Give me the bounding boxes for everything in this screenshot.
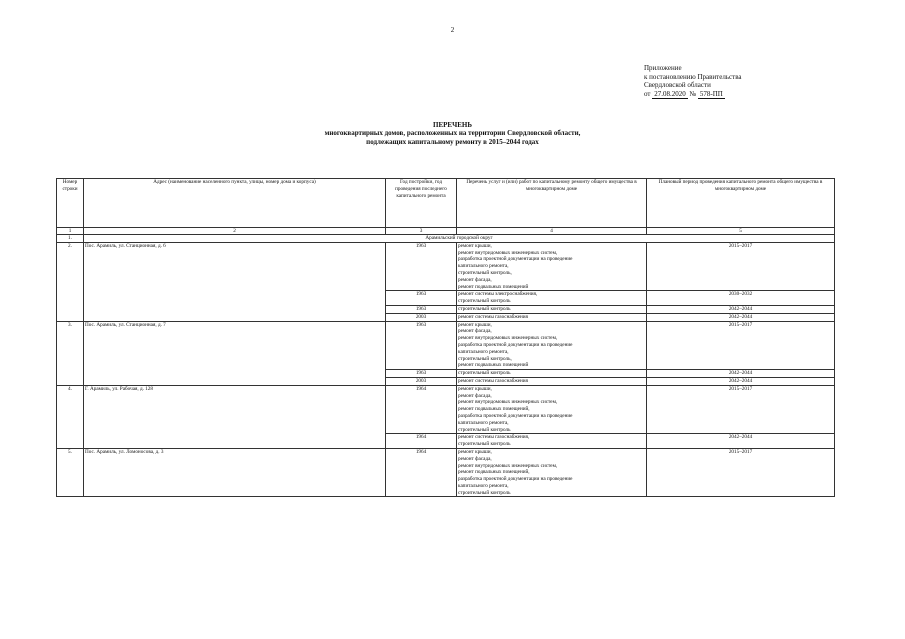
services-cell <box>457 434 647 449</box>
address-cell: Г. Арамиль, ул. Рабочая, д. 128 <box>84 385 386 448</box>
year-cell: 2003 <box>386 313 457 321</box>
year-cell: 1963 <box>386 242 457 291</box>
title-line-2: многоквартирных домов, расположенных на территории Свердловской области, <box>324 129 581 138</box>
page-number: 2 <box>450 26 455 34</box>
year-cell: 1963 <box>386 370 457 378</box>
service-item: строительный контроль <box>458 298 511 305</box>
period-cell: 2015–2017 <box>647 321 835 370</box>
service-item: ремонт внутридомовых инженерных систем, <box>458 399 558 406</box>
year-cell: 1963 <box>386 321 457 370</box>
table-row <box>57 242 835 291</box>
service-item: ремонт фасада, <box>458 392 492 399</box>
service-item: ремонт подвальных помещений <box>458 362 529 369</box>
column-number: 5 <box>647 228 835 235</box>
service-item: строительный контроль <box>458 441 511 448</box>
service-item: капитального ремонта, <box>458 348 509 355</box>
services-cell <box>457 313 647 321</box>
decree-number: 578-ПП <box>699 89 723 98</box>
header-address: Адрес (наименование населенного пункта, улицы, номер дома и корпуса) <box>84 179 386 228</box>
appendix-line-2: к постановлению Правительства <box>644 72 742 81</box>
section-number: 1. <box>57 235 84 243</box>
address-cell: Пос. Арамиль, ул. Станционная, д. 7 <box>84 321 386 385</box>
column-numbers-row <box>57 228 835 235</box>
service-item: ремонт фасада, <box>458 455 492 462</box>
service-item: ремонт крыши, <box>458 321 492 328</box>
service-item: ремонт внутридомовых инженерных систем, <box>458 249 558 256</box>
service-item: ремонт подвальных помещений, <box>458 469 530 476</box>
appendix-line-1: Приложение <box>644 64 682 72</box>
service-item: ремонт системы газоснабжения, <box>458 434 530 441</box>
header-row-number: Номер строки <box>57 179 84 228</box>
period-cell: 2015–2017 <box>647 448 835 497</box>
decree-date: 27.08.2020 <box>654 89 686 98</box>
header-year: Год постройки, год проведения последнего капитального ремонта <box>386 179 457 228</box>
service-item: ремонт подвальных помещений, <box>458 406 530 413</box>
services-cell <box>457 385 647 434</box>
appendix-line-3: Свердловской области <box>644 81 711 90</box>
table-header-row <box>57 179 835 228</box>
row-number: 3. <box>57 321 84 385</box>
service-item: строительный контроль, <box>458 269 512 276</box>
appendix-date-line <box>644 90 742 99</box>
column-number: 4 <box>457 228 647 235</box>
period-cell: 2042–2044 <box>647 305 835 313</box>
service-item: ремонт внутридомовых инженерных систем, <box>458 462 558 469</box>
row-number: 4. <box>57 385 84 448</box>
appendix-block <box>644 64 742 99</box>
address-cell: Пос. Арамиль, ул. Станционная, д. 6 <box>84 242 386 321</box>
column-number: 1 <box>57 228 84 235</box>
services-cell <box>457 370 647 378</box>
header-services: Перечень услуг и (или) работ по капитальному ремонту общего имущества в многоквартирном доме <box>457 179 647 228</box>
services-cell <box>457 448 647 497</box>
address-cell: Пос. Арамиль, ул. Ломоносова, д. 3 <box>84 448 386 497</box>
services-cell <box>457 321 647 370</box>
service-item: ремонт крыши, <box>458 448 492 455</box>
from-label: от <box>644 89 651 98</box>
service-item: ремонт крыши, <box>458 385 492 392</box>
services-cell <box>457 242 647 291</box>
column-number: 3 <box>386 228 457 235</box>
service-item: разработка проектной документации на проведение <box>458 341 573 348</box>
service-item: разработка проектной документации на проведение <box>458 476 573 483</box>
buildings-table <box>56 178 835 497</box>
year-cell: 1964 <box>386 385 457 434</box>
service-item: ремонт системы газоснабжения <box>458 313 528 320</box>
title-line-1: ПЕРЕЧЕНЬ <box>433 121 472 129</box>
service-item: разработка проектной документации на проведение <box>458 412 573 419</box>
year-cell: 1963 <box>386 291 457 306</box>
service-item: ремонт крыши, <box>458 242 492 249</box>
service-item: разработка проектной документации на проведение <box>458 256 573 263</box>
services-cell <box>457 377 647 385</box>
table-row <box>57 448 835 497</box>
row-number: 2. <box>57 242 84 321</box>
title-line-3: подлежащих капитальному ремонту в 2015–2044 годах <box>366 137 539 146</box>
header-period: Плановый период проведения капитального ремонта общего имущества в многоквартирном доме <box>647 179 835 228</box>
year-cell: 1963 <box>386 305 457 313</box>
service-item: строительный контроль <box>458 370 511 377</box>
service-item: строительный контроль, <box>458 355 512 362</box>
service-item: ремонт системы газоснабжения <box>458 377 528 384</box>
service-item: строительный контроль <box>458 305 511 312</box>
service-item: капитального ремонта, <box>458 263 509 270</box>
service-item: строительный контроль <box>458 489 511 496</box>
service-item: капитального ремонта, <box>458 482 509 489</box>
number-label: № <box>689 89 697 98</box>
year-cell: 1964 <box>386 434 457 449</box>
service-item: строительный контроль <box>458 426 511 433</box>
table-row <box>57 385 835 434</box>
row-number: 5. <box>57 448 84 497</box>
year-cell: 1964 <box>386 448 457 497</box>
period-cell: 2042–2044 <box>647 370 835 378</box>
column-number: 2 <box>84 228 386 235</box>
services-cell <box>457 291 647 306</box>
service-item: ремонт системы электроснабжения, <box>458 291 538 298</box>
service-item: капитального ремонта, <box>458 419 509 426</box>
period-cell: 2042–2044 <box>647 377 835 385</box>
period-cell: 2030–2032 <box>647 291 835 306</box>
service-item: ремонт фасада, <box>458 328 492 335</box>
period-cell: 2042–2044 <box>647 434 835 449</box>
section-row <box>57 235 835 243</box>
service-item: ремонт фасада, <box>458 276 492 283</box>
period-cell: 2042–2044 <box>647 313 835 321</box>
year-cell: 2003 <box>386 377 457 385</box>
document-title <box>0 121 905 146</box>
service-item: ремонт внутридомовых инженерных систем, <box>458 335 558 342</box>
service-item: ремонт подвальных помещений <box>458 283 529 290</box>
period-cell: 2015–2017 <box>647 385 835 434</box>
table-row <box>57 321 835 370</box>
section-name: Арамильский городской округ <box>84 235 835 243</box>
period-cell: 2015–2017 <box>647 242 835 291</box>
services-cell <box>457 305 647 313</box>
